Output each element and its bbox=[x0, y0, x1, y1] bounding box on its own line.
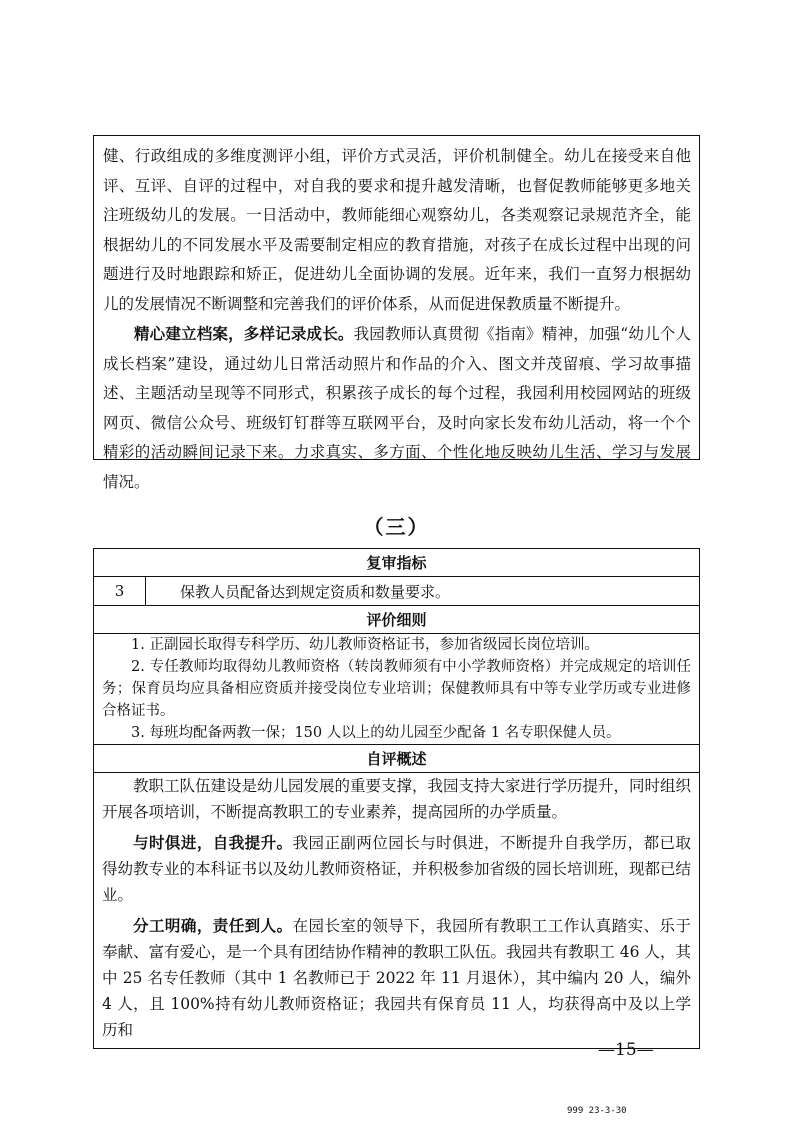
rule-item: 3. 每班均配备两教一保；150 人以上的幼儿园至少配备 1 名专职保健人员。 bbox=[131, 725, 621, 741]
paragraph-heading: 与时俱进，自我提升。 bbox=[133, 833, 293, 852]
paragraph-body: 我园教师认真贯彻《指南》精神，加强“幼儿个人成长档案”建设，通过幼儿日常活动照片和作品的介入、图文并茂留痕、学习故事描述、主题活动呈现等不同形式，积累孩子成长的每个过程，我园利用校园网站的班级网页、微信公众号、班级钉钉群等互联网平台，及时向家长发布幼儿活动，将一个个精彩的活动瞬间记录下来。力求真实、多方面、个性化地反映幼儿生活、学习与发展情况。 bbox=[103, 325, 691, 491]
review-indicator-header: 复审指标 bbox=[94, 549, 700, 577]
footer-code: 999 23-3-30 bbox=[567, 1106, 627, 1116]
paragraph-growth-archives bbox=[103, 319, 691, 497]
item-text bbox=[146, 577, 700, 606]
self-paragraph bbox=[102, 913, 691, 1043]
paragraph-heading: 分工明确，责任到人。 bbox=[133, 916, 293, 935]
evaluation-table bbox=[93, 548, 700, 1049]
section-title: （三） bbox=[363, 515, 430, 539]
rule-item: 1. 正副园长取得专科学历、幼儿教师资格证书，参加省级园长岗位培训。 bbox=[131, 637, 599, 653]
paragraph-evaluation-system: 健、行政组成的多维度测评小组，评价方式灵活，评价机制健全。幼儿在接受来自他评、互评、自评的过程中，对自我的要求和提升越发清晰，也督促教师能够更多地关注班级幼儿的发展。一日活动中，教师能细心观察幼儿，各类观察记录规范齐全，能根据幼儿的不同发展水平及需要制定相应的教育措施，对孩子在成长过程中出现的问题进行及时地跟踪和矫正，促进幼儿全面协调的发展。近年来，我们一直努力根据幼儿的发展情况不断调整和完善我们的评价体系，从而促进保教质量不断提升。 bbox=[103, 147, 691, 313]
paragraph-body: 在园长室的领导下，我园所有教职工工作认真踏实、乐于奉献、富有爱心，是一个具有团结协作精神的教职工队伍。我园共有教职工 46 人，其中 25 名专任教师（其中 1 名教师已于 2022 年 11 月退休），其中编内 20 人，编外 4 人，且 100%持有幼儿教师资格证；我园共有保育员 11 人，均获得高中及以上学历和 bbox=[102, 917, 691, 1039]
item-text-label: 保教人员配备达到规定资质和数量要求。 bbox=[180, 582, 451, 601]
paragraph-body: 我园正副两位园长与时俱进，不断提升自我学历，都已取得幼教专业的本科证书以及幼儿教师资格证，并积极参加省级的园长培训班，现都已结业。 bbox=[102, 834, 692, 904]
evaluation-text-box bbox=[93, 135, 700, 491]
paragraph-heading: 精心建立档案，多样记录成长。 bbox=[134, 324, 354, 343]
self-paragraph bbox=[102, 830, 691, 908]
self-evaluation-header: 自评概述 bbox=[94, 745, 700, 773]
page-number: —15— bbox=[598, 1040, 654, 1060]
self-paragraph: 教职工队伍建设是幼儿园发展的重要支撑，我园支持大家进行学历提升，同时组织开展各项培训，不断提高教职工的专业素养，提高园所的办学质量。 bbox=[102, 777, 692, 821]
self-evaluation-cell bbox=[94, 773, 700, 1049]
item-number: 3 bbox=[94, 577, 146, 606]
rules-cell bbox=[94, 634, 700, 745]
rule-item: 2. 专任教师均取得幼儿教师资格（转岗教师须有中小学教师资格）并完成规定的培训任务；保育员均应具备相应资质并接受岗位专业培训；保健教师具有中等专业学历或专业进修合格证书。 bbox=[102, 659, 691, 719]
rules-header: 评价细则 bbox=[94, 606, 700, 634]
